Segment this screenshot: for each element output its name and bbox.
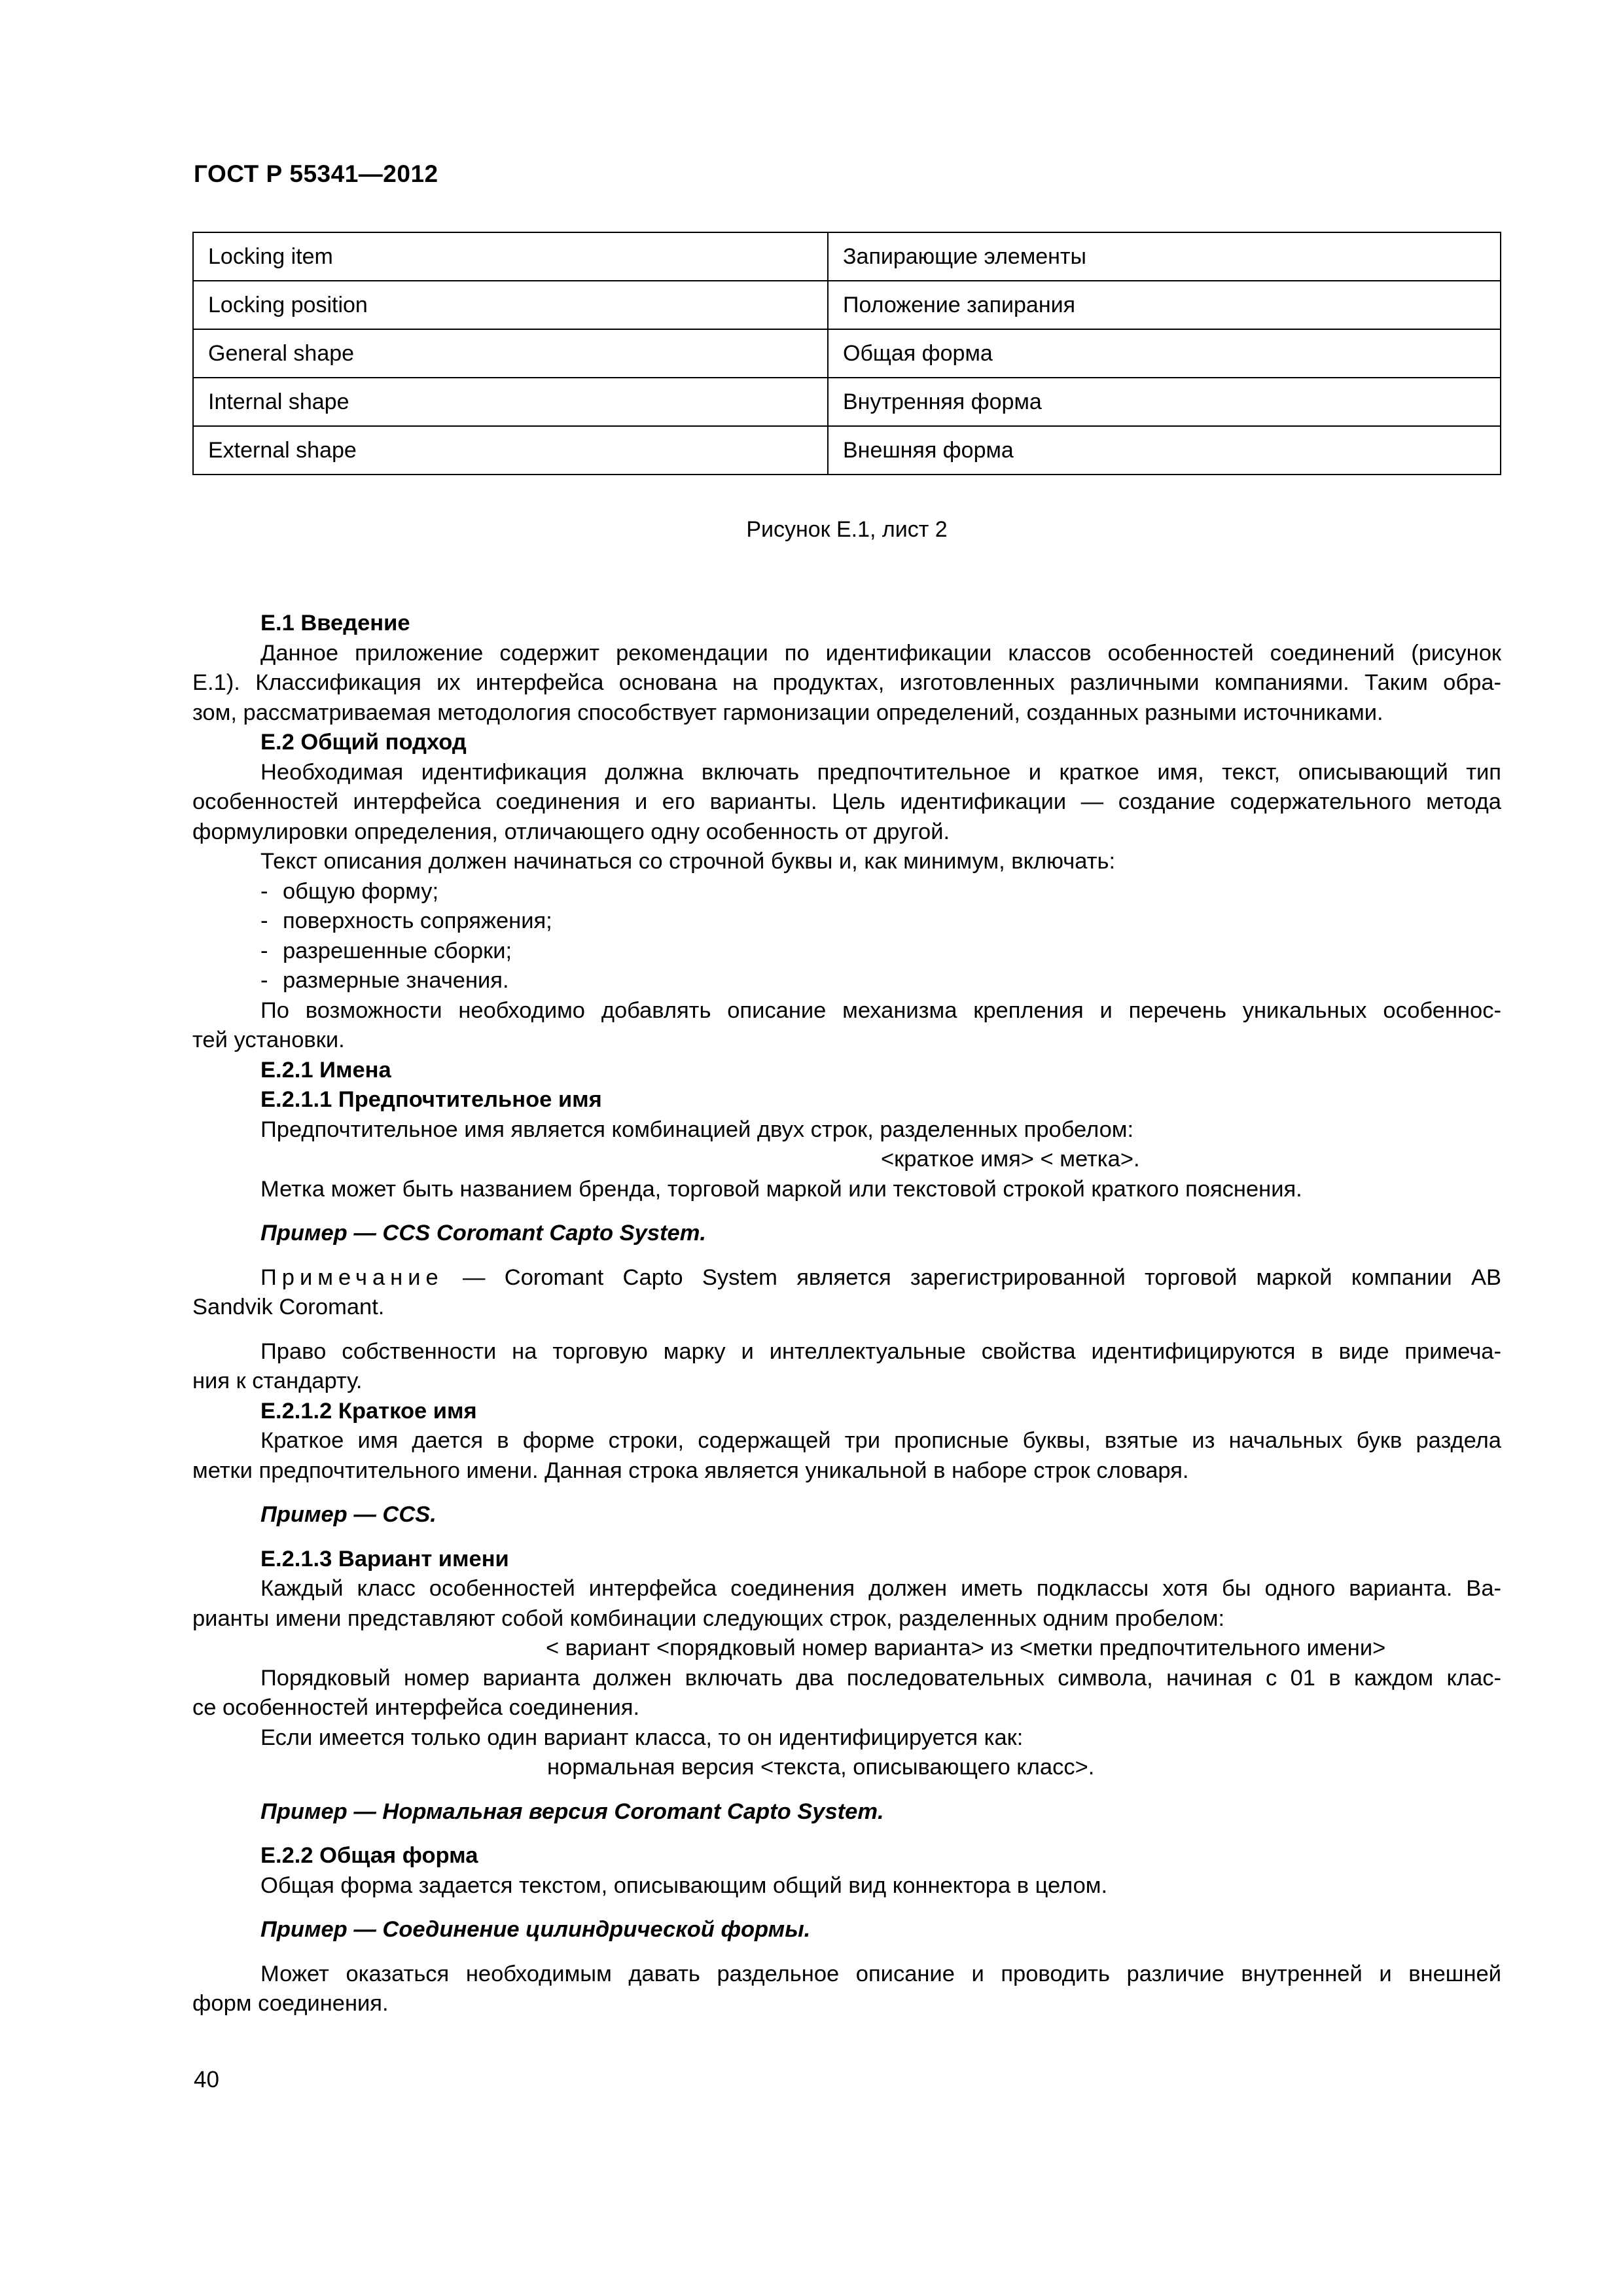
note-text: — Coromant Capto System является зарегистрированной торговой маркой компании АВ	[443, 1265, 1501, 1290]
list-item-text: общую форму;	[283, 878, 439, 904]
term-en: General shape	[193, 329, 828, 378]
paragraph-line: зом, рассматриваемая методология способствует гармонизации определений, созданных разными источниками.	[192, 700, 1383, 725]
example-line: Пример — CCS Coromant Capto System.	[260, 1221, 706, 1246]
section-heading-e1: Е.1 Введение	[260, 611, 410, 636]
terms-table	[192, 232, 1501, 475]
term-ru: Положение запирания	[828, 281, 1501, 329]
list-item-text: поверхность сопряжения;	[283, 908, 552, 933]
paragraph-line: ния к стандарту.	[192, 1369, 363, 1393]
list-dash: -	[260, 908, 268, 933]
table-row	[193, 329, 1501, 378]
table-row	[193, 281, 1501, 329]
paragraph-line: Право собственности на торговую марку и интеллектуальные свойства идентифицируются в виде примеча-	[260, 1338, 1501, 1364]
example-line: Пример — CCS.	[260, 1502, 437, 1527]
term-ru: Внутренняя форма	[828, 378, 1501, 426]
list-item	[192, 906, 1501, 937]
paragraph-line: Данное приложение содержит рекомендации по идентификации классов особенностей соединений (рисунок	[260, 640, 1501, 666]
section-heading-e213: Е.2.1.3 Вариант имени	[260, 1546, 509, 1571]
note-label: Примечание	[260, 1265, 444, 1290]
section-heading-e22: Е.2.2 Общая форма	[260, 1843, 478, 1868]
term-en: External shape	[193, 426, 828, 475]
formula-line: <краткое имя> < метка>.	[881, 1147, 1140, 1172]
section-heading-e211: Е.2.1.1 Предпочтительное имя	[260, 1087, 602, 1112]
table-row	[193, 426, 1501, 475]
list-item	[192, 966, 1501, 996]
paragraph-line: Каждый класс особенностей интерфейса соединения должен иметь подклассы хотя бы одного варианта. Ва-	[260, 1576, 1501, 1601]
term-ru: Внешняя форма	[828, 426, 1501, 475]
paragraph-line: се особенностей интерфейса соединения.	[192, 1695, 640, 1720]
document-body	[192, 609, 1501, 2019]
note-line	[192, 1263, 1501, 1293]
list-dash: -	[260, 878, 268, 904]
paragraph-line: Метка может быть названием бренда, торговой маркой или текстовой строкой краткого пояснения.	[260, 1176, 1302, 1202]
term-en: Internal shape	[193, 378, 828, 426]
paragraph-line: Текст описания должен начинаться со строчной буквы и, как минимум, включать:	[260, 849, 1116, 874]
paragraph-line: Общая форма задается текстом, описывающим общий вид коннектора в целом.	[260, 1873, 1108, 1898]
document-header: ГОСТ Р 55341—2012	[194, 160, 438, 187]
example-line: Пример — Соединение цилиндрической формы.	[260, 1917, 811, 1942]
figure-caption: Рисунок Е.1, лист 2	[746, 517, 948, 542]
paragraph-line: По возможности необходимо добавлять описание механизма крепления и перечень уникальных особеннос-	[260, 997, 1501, 1023]
paragraph-line: Может оказаться необходимым давать раздельное описание и проводить различие внутренней и внешней	[260, 1961, 1501, 1986]
list-item	[192, 877, 1501, 907]
page-number: 40	[194, 2067, 219, 2092]
term-en: Locking item	[193, 232, 828, 281]
paragraph-line: Предпочтительное имя является комбинацией двух строк, разделенных пробелом:	[260, 1117, 1134, 1142]
section-heading-e2: Е.2 Общий подход	[260, 730, 467, 755]
paragraph-line: Е.1). Классификация их интерфейса основана на продуктах, изготовленных различными компаниями. Таким обра-	[192, 670, 1501, 695]
formula-line: нормальная версия <текста, описывающего класс>.	[547, 1755, 1095, 1780]
note-line: Sandvik Coromant.	[192, 1295, 385, 1319]
term-ru: Запирающие элементы	[828, 232, 1501, 281]
paragraph-line: Необходимая идентификация должна включать предпочтительное и краткое имя, текст, описывающий тип	[260, 759, 1501, 785]
paragraph-line: формулировки определения, отличающего одну особенность от другой.	[192, 819, 950, 844]
section-heading-e21: Е.2.1 Имена	[260, 1057, 391, 1083]
formula-line: < вариант <порядковый номер варианта> из <метки предпочтительного имени>	[546, 1636, 1386, 1660]
list-item-text: размерные значения.	[283, 968, 509, 993]
table-row	[193, 232, 1501, 281]
paragraph-line: Краткое имя дается в форме строки, содержащей три прописные буквы, взятые из начальных букв раздела	[260, 1428, 1501, 1453]
paragraph-line: особенностей интерфейса соединения и его варианты. Цель идентификации — создание содержательного метода	[192, 789, 1501, 814]
table-row	[193, 378, 1501, 426]
paragraph-line: рианты имени представляют собой комбинации следующих строк, разделенных одним пробелом:	[192, 1605, 1225, 1631]
section-heading-e212: Е.2.1.2 Краткое имя	[260, 1398, 477, 1424]
paragraph-line: метки предпочтительного имени. Данная строка является уникальной в наборе строк словаря.	[192, 1458, 1189, 1483]
list-item	[192, 937, 1501, 967]
paragraph-line: форм соединения.	[192, 1991, 389, 2016]
list-dash: -	[260, 938, 268, 963]
paragraph-line: Если имеется только один вариант класса, то он идентифицируется как:	[260, 1725, 1024, 1750]
list-item-text: разрешенные сборки;	[283, 938, 512, 963]
list-dash: -	[260, 968, 268, 993]
term-ru: Общая форма	[828, 329, 1501, 378]
paragraph-line: тей установки.	[192, 1028, 345, 1052]
term-en: Locking position	[193, 281, 828, 329]
paragraph-line: Порядковый номер варианта должен включать два последовательных символа, начиная с 01 в каждом клас-	[260, 1665, 1501, 1691]
example-line: Пример — Нормальная версия Coromant Capto System.	[260, 1799, 884, 1824]
